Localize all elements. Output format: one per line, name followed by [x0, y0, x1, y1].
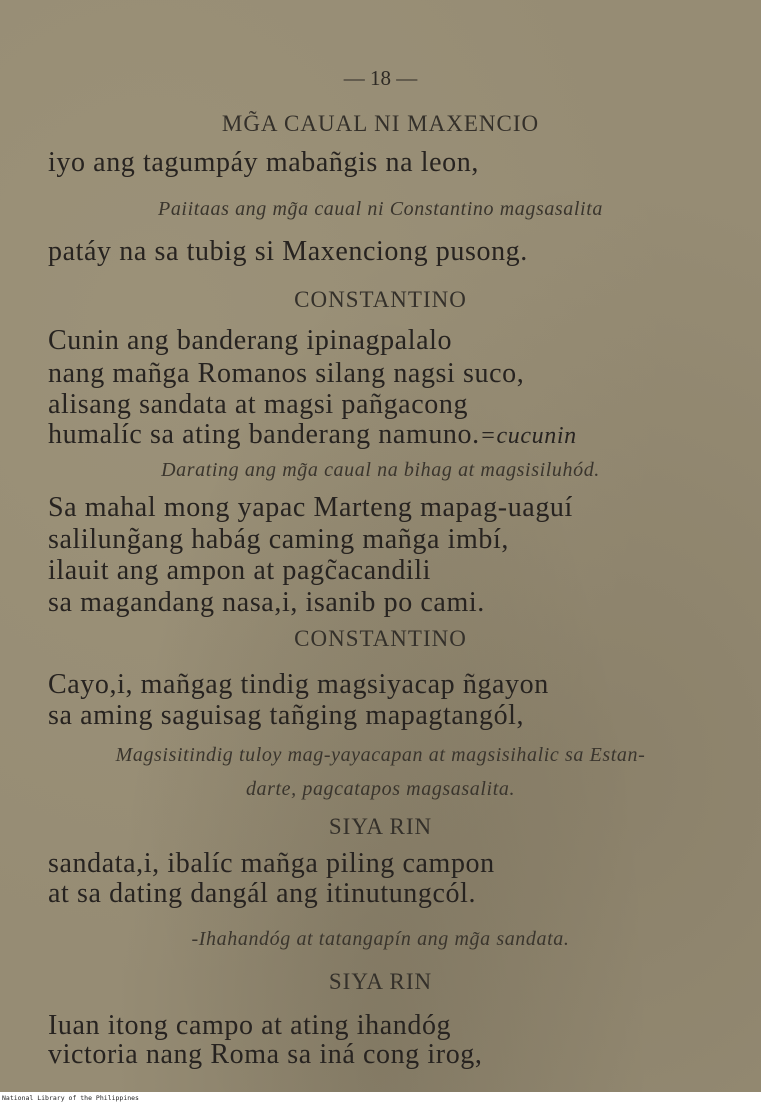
verse-line: Cunin ang banderang ipinagpalalo: [48, 325, 453, 356]
speaker-heading: SIYA RIN: [328, 814, 433, 839]
speaker-heading: CONSTANTINO: [294, 287, 467, 312]
verse-line: victoria nang Roma sa iná cong irog,: [48, 1039, 483, 1070]
stage-direction: Magsisitindig tuloy mag-yayacapan at magsisihalic sa Estan-: [115, 744, 646, 766]
verse-cue: =cucunin: [479, 423, 577, 449]
stage-direction: Paiitaas ang mg̃a caual ni Constantino magsasalita: [158, 198, 603, 220]
verse-line: iyo ang tagumpáy mabañgis na leon,: [48, 147, 479, 178]
stage-direction: Darating ang mg̃a caual na bihag at magsisiluhód.: [161, 459, 600, 481]
verse-line: ilauit ang ampon at pagc̃acandili: [48, 555, 432, 586]
stage-direction: darte, pagcatapos magsasalita.: [245, 778, 516, 800]
verse-line: sa magandang nasa,i, isanib po cami.: [48, 587, 485, 618]
footer-credit: National Library of the Philippines: [2, 1094, 139, 1102]
verse-line: at sa dating dangál ang itinutungcól.: [48, 878, 477, 909]
verse-text: humalíc sa ating banderang namuno.: [48, 419, 480, 450]
verse-line: alisang sandata at magsi pañgacong: [48, 389, 469, 420]
verse-line: Cayo,i, mañgag tindig magsiyacap ñgayon: [48, 669, 549, 700]
verse-line: Sa mahal mong yapac Marteng mapag-uaguí: [48, 492, 573, 523]
verse-line: Iuan itong campo at ating ihandóg: [48, 1010, 452, 1041]
speaker-heading: MG̃A CAUAL NI MAXENCIO: [221, 111, 540, 136]
page-number: — 18 —: [343, 66, 418, 90]
verse-line: sa aming saguisag tañging mapagtangól,: [48, 700, 525, 731]
verse-line: sandata,i, ibalíc mañga piling campon: [48, 848, 495, 879]
speaker-heading: CONSTANTINO: [294, 626, 467, 651]
verse-line-with-cue: [48, 421, 577, 449]
verse-line: salilung̃ang habág caming mañga imbí,: [48, 524, 509, 555]
verse-line: nang mañga Romanos silang nagsi suco,: [48, 358, 525, 389]
verse-line: patáy na sa tubig si Maxenciong pusong.: [48, 236, 528, 267]
stage-direction: -Ihahandóg at tatangapín ang mg̃a sandata.: [191, 928, 570, 950]
speaker-heading: SIYA RIN: [328, 969, 433, 994]
